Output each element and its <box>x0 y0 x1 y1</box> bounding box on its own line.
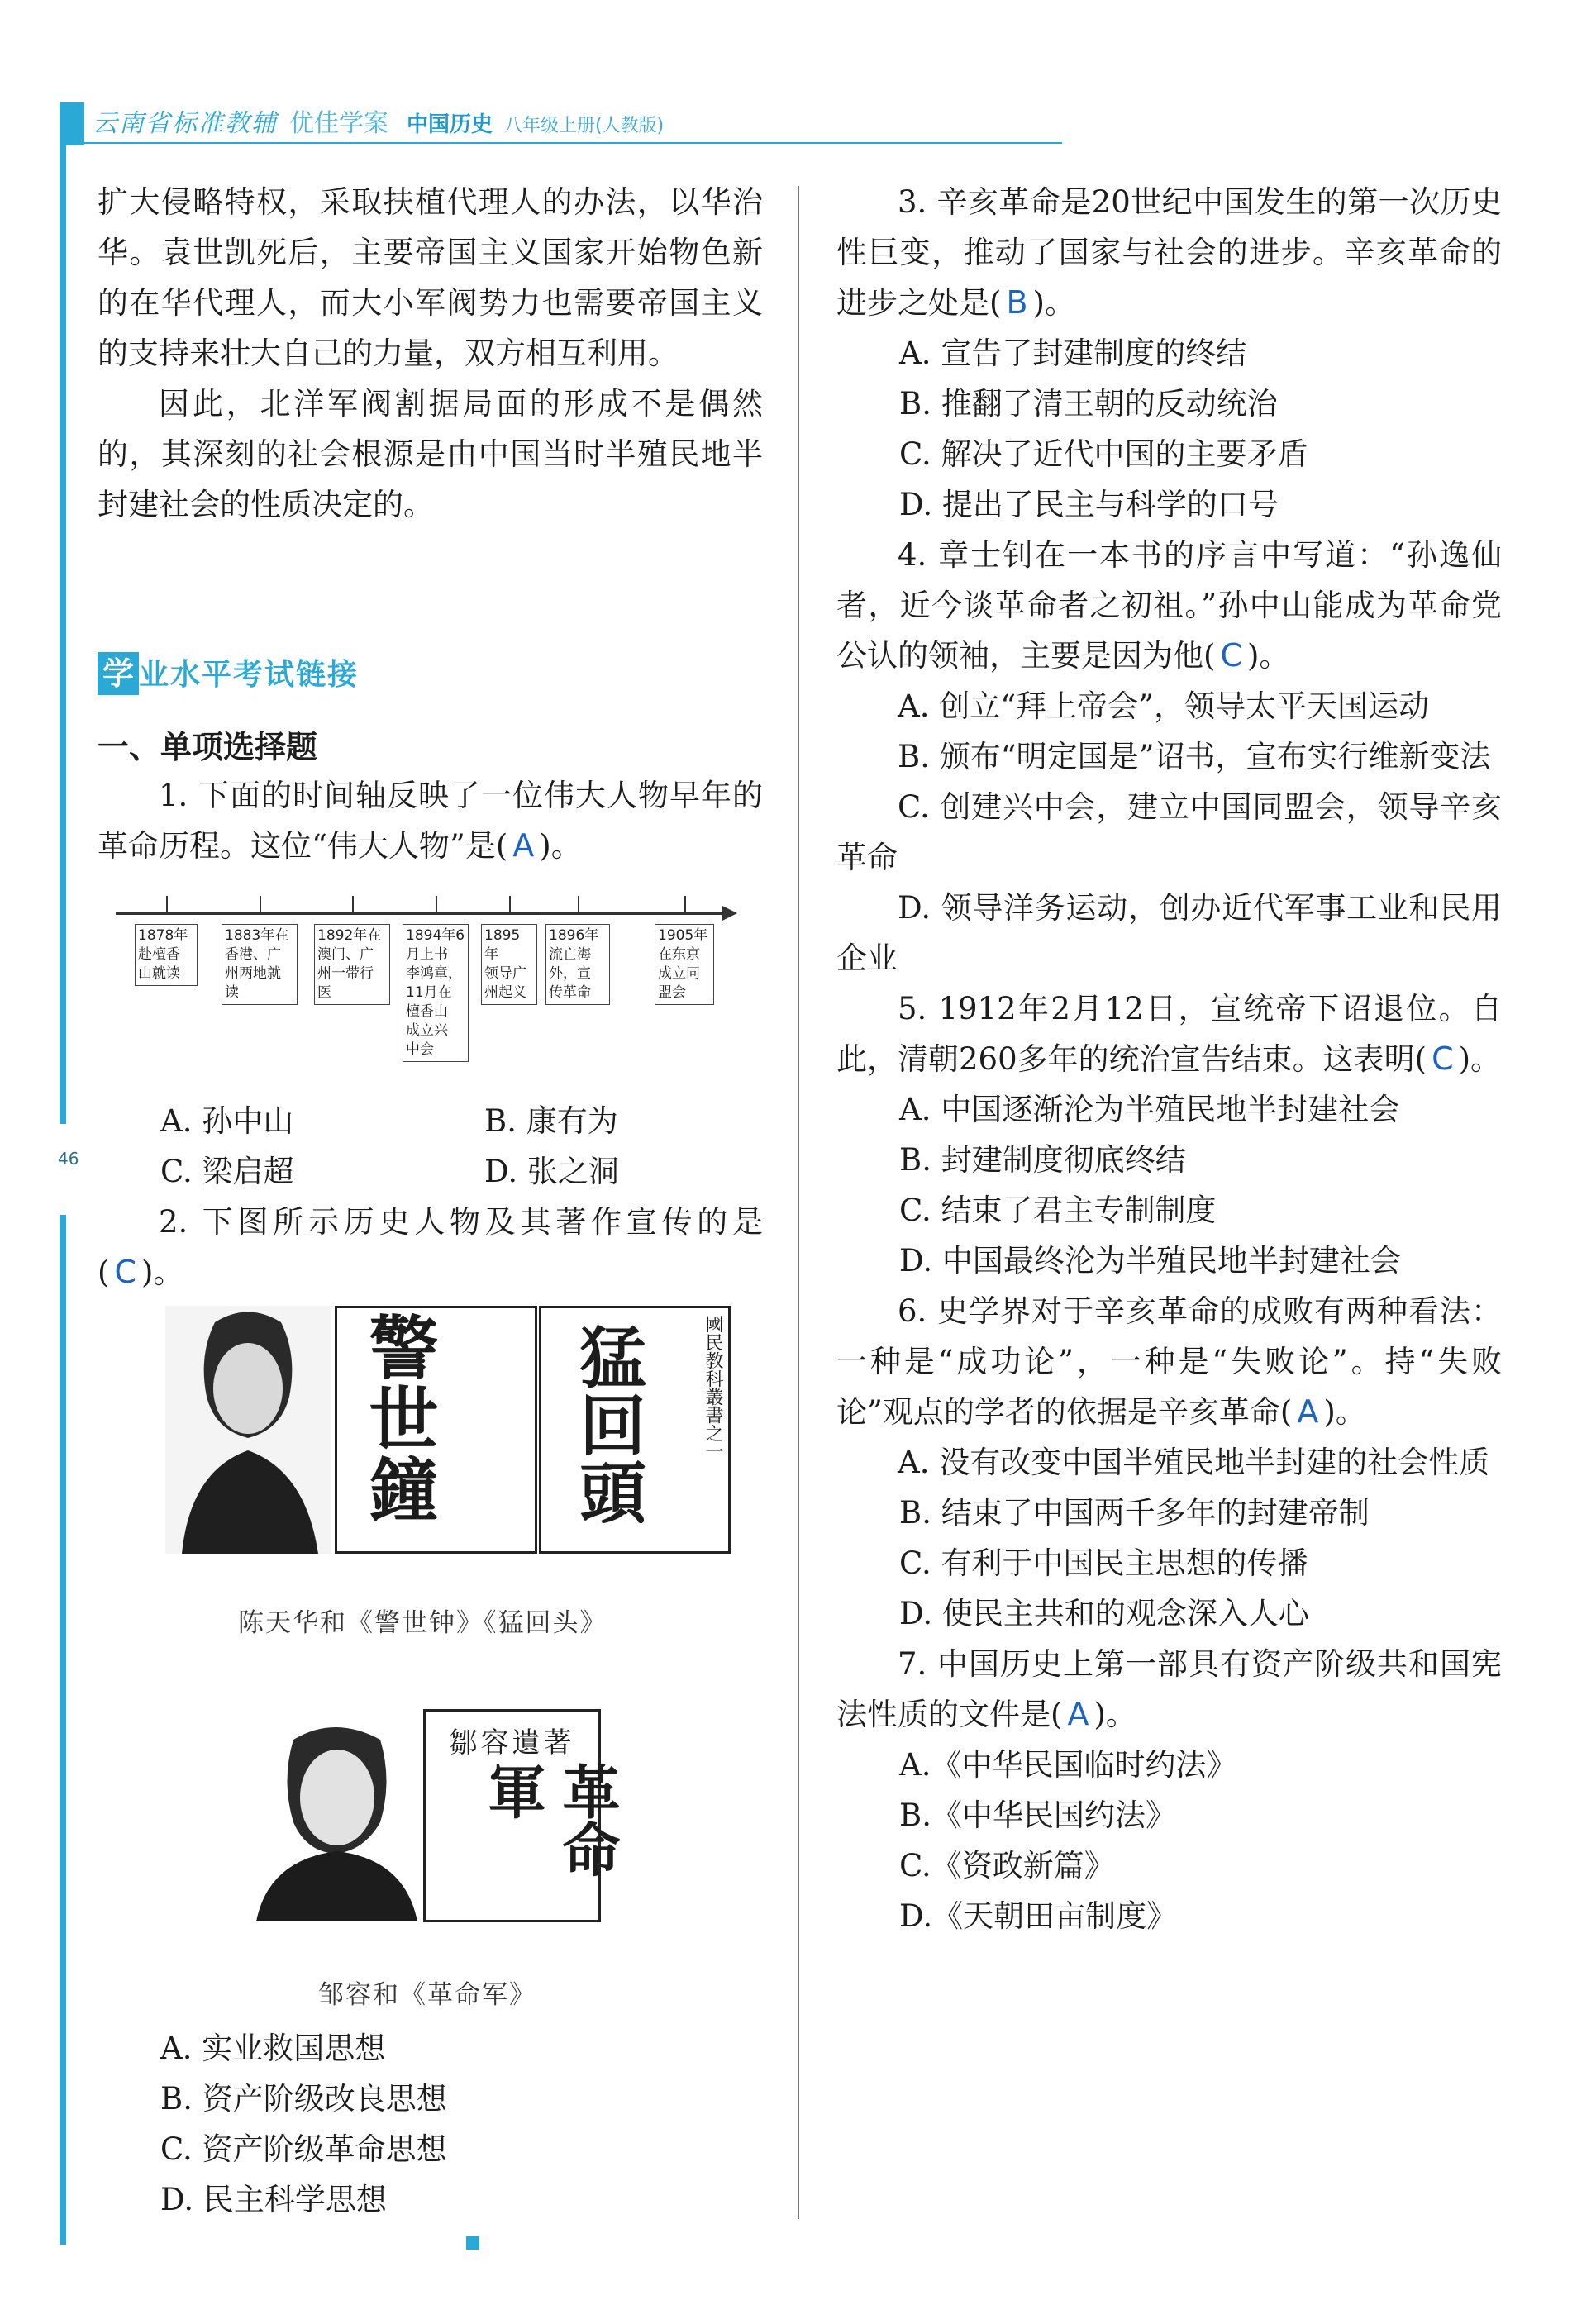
timeline-event-line: 山就读 <box>138 965 180 982</box>
intro-paragraph-2: 因此，北洋军阀割据局面的形成不是偶然的，其深刻的社会根源是由中国当时半殖民地半封建社会的性质决定的。 <box>98 386 763 522</box>
right-column <box>836 177 1502 1941</box>
section-badge: 学 <box>98 652 139 695</box>
timeline-event-line: 檀香山 <box>406 1003 448 1020</box>
q7-option-c: C.《资政新篇》 <box>899 1848 1115 1883</box>
q6-option-a: A. 没有改变中国半殖民地半封建的社会性质 <box>898 1445 1490 1480</box>
q4-option-d: D. 领导洋务运动，创办近代军事工业和民用企业 <box>836 890 1502 976</box>
stem-end: )。 <box>1032 285 1075 321</box>
book-series-label: 國民教科叢書之一 <box>703 1315 723 1460</box>
q3-option-b: B. 推翻了清王朝的反动统治 <box>899 386 1278 421</box>
timeline-tick <box>684 896 686 914</box>
header-grade: 八年级上册(人教版) <box>504 116 665 136</box>
answer-2: C <box>114 1254 136 1290</box>
stem-text: 2. 下图所示历史人物及其著作宣传的是( <box>98 1204 763 1290</box>
timeline-event-line: 1896年 <box>549 927 599 944</box>
timeline-event-line: 1905年 <box>658 927 708 944</box>
timeline-axis <box>116 912 727 915</box>
question-4-stem <box>836 530 1502 681</box>
q4-option-c: C. 创建兴中会，建立中国同盟会，领导辛亥革命 <box>836 789 1502 875</box>
timeline-event <box>135 924 198 986</box>
q3-option-a: A. 宣告了封建制度的终结 <box>899 336 1247 371</box>
timeline-event-line: 李鸿章， <box>406 965 462 982</box>
section-title: 业水平考试链接 <box>139 658 360 692</box>
part-title: 一、单项选择题 <box>98 729 318 765</box>
timeline-event-line: 1892年在 <box>317 927 382 944</box>
timeline-event-line: 成立兴 <box>406 1022 448 1039</box>
q6-option-b: B. 结束了中国两千多年的封建帝制 <box>899 1495 1370 1531</box>
timeline-event-line: 医 <box>317 984 331 1001</box>
timeline-event-line: 州起义 <box>484 984 526 1001</box>
timeline-event <box>403 924 469 1062</box>
book-jing-shi-zhong <box>335 1306 537 1554</box>
chen-tianhua-portrait <box>165 1306 331 1554</box>
stem-text: 3. 辛亥革命是20世纪中国发生的第一次历史性巨变，推动了国家与社会的进步。辛亥革命的进步之处是( <box>836 184 1502 321</box>
timeline-event-line: 1878年 <box>138 927 188 944</box>
question-7-stem <box>836 1639 1502 1740</box>
footer-marker <box>466 2236 479 2250</box>
figure-2-caption: 邹容和《革命军》 <box>318 1980 536 2010</box>
intro-paragraph-1: 扩大侵略特权，采取扶植代理人的办法，以华治华。袁世凯死后，主要帝国主义国家开始物色新的在华代理人，而大小军阀势力也需要帝国主义的支持来壮大自己的力量，双方相互利用。 <box>98 184 763 371</box>
answer-1: A <box>512 827 535 864</box>
question-2-stem <box>98 1197 763 1298</box>
timeline-tick <box>260 896 261 914</box>
q7-option-b: B.《中华民国约法》 <box>899 1798 1176 1833</box>
header-series: 优佳学案 <box>289 109 388 138</box>
answer-3: B <box>1006 284 1028 321</box>
question-5-stem <box>836 983 1502 1084</box>
book-meng-hui-tou <box>539 1306 731 1554</box>
timeline-tick <box>509 896 511 914</box>
timeline-event-line: 1895年 <box>484 927 521 963</box>
q6-option-c: C. 有利于中国民主思想的传播 <box>899 1545 1308 1581</box>
q1-option-d: D. 张之洞 <box>484 1154 619 1189</box>
timeline-event-line: 1894年6 <box>406 927 465 944</box>
timeline-event-line: 赴檀香 <box>138 946 180 963</box>
question-1-stem <box>98 770 763 871</box>
q2-option-b: B. 资产阶级改良思想 <box>160 2081 447 2117</box>
q2-option-d: D. 民主科学思想 <box>160 2182 387 2217</box>
answer-5: C <box>1432 1040 1454 1077</box>
q5-option-a: A. 中国逐渐沦为半殖民地半封建社会 <box>899 1092 1400 1127</box>
timeline-event-line: 在东京 <box>658 946 700 963</box>
stem-text: 4. 章士钊在一本书的序言中写道：“孙逸仙者，近今谈革命者之初祖。”孙中山能成为革命党公认的领袖，主要是因为他( <box>836 537 1502 674</box>
timeline-event-line: 中会 <box>406 1041 434 1058</box>
q4-option-a: A. 创立“拜上帝会”，领导太平天国运动 <box>898 688 1430 724</box>
q1-option-b: B. 康有为 <box>484 1103 618 1139</box>
margin-gap <box>60 1124 66 1215</box>
timeline-tick <box>436 896 437 914</box>
timeline-event-line: 成立同 <box>658 965 700 982</box>
stem-text: 6. 史学界对于辛亥革命的成败有两种看法：一种是“成功论”，一种是“失败论”。持“失败论”观点的学者的依据是辛亥革命( <box>836 1293 1502 1430</box>
timeline-event-line: 盟会 <box>658 984 686 1001</box>
q1-option-c: C. 梁启超 <box>160 1154 294 1189</box>
timeline-tick <box>166 896 168 914</box>
question-6-stem <box>836 1286 1502 1437</box>
question-3-stem <box>836 177 1502 328</box>
q3-option-d: D. 提出了民主与科学的口号 <box>899 487 1279 522</box>
timeline-event-line: 传革命 <box>549 984 591 1001</box>
q5-option-d: D. 中国最终沦为半殖民地半封建社会 <box>899 1243 1401 1279</box>
timeline-tick <box>578 896 579 914</box>
stem-end: )。 <box>1246 638 1290 674</box>
header-rule <box>83 142 1062 144</box>
stem-text: 7. 中国历史上第一部具有资产阶级共和国宪法性质的文件是( <box>836 1646 1502 1732</box>
timeline-event-line: 香港、广 <box>225 946 281 963</box>
header-subject: 中国历史 <box>407 112 493 137</box>
stem-end: )。 <box>1323 1394 1366 1430</box>
stem-end: )。 <box>1093 1697 1136 1732</box>
timeline-event-line: 读 <box>225 984 239 1001</box>
timeline-event-line: 1883年在 <box>225 927 289 944</box>
stem-end: )。 <box>141 1255 184 1290</box>
timeline-event-line: 澳门、广 <box>317 946 374 963</box>
timeline-event-line: 流亡海 <box>549 946 591 963</box>
intro-text <box>98 177 763 530</box>
header-accent-bar <box>60 102 84 145</box>
page-number: 46 <box>58 1149 79 1169</box>
q3-option-c: C. 解决了近代中国的主要矛盾 <box>899 436 1308 472</box>
answer-4: C <box>1220 637 1242 674</box>
answer-7: A <box>1067 1696 1089 1732</box>
book-title-meng-hui-tou: 猛回頭 <box>569 1323 646 1526</box>
stem-text: 5. 1912年2月12日，宣统帝下诏退位。自此，清朝260多年的统治宣告结束。这表明( <box>836 991 1502 1077</box>
q4-option-b: B. 颁布“明定国是”诏书，宣布实行维新变法 <box>898 739 1491 774</box>
header-title <box>93 102 664 139</box>
header-brand: 云南省标准教辅 <box>93 109 278 138</box>
timeline-arrow <box>722 906 737 921</box>
timeline-event <box>655 924 714 1005</box>
q5-option-b: B. 封建制度彻底终结 <box>899 1142 1186 1178</box>
timeline-event-line: 州一带行 <box>317 965 374 982</box>
answer-6: A <box>1297 1393 1319 1430</box>
column-divider <box>798 186 799 2219</box>
timeline-event <box>545 924 610 1005</box>
timeline-event-line: 外，宣 <box>549 965 591 982</box>
zou-rong-portrait <box>248 1715 422 1921</box>
book-ge-ming-jun <box>423 1709 622 1922</box>
q1-option-a: A. 孙中山 <box>160 1103 294 1139</box>
q7-option-a: A.《中华民国临时约法》 <box>899 1747 1237 1783</box>
stem-text: 1. 下面的时间轴反映了一位伟大人物早年的革命历程。这位“伟大人物”是( <box>98 778 763 864</box>
q5-option-c: C. 结束了君主专制制度 <box>899 1193 1217 1228</box>
figure-1-caption: 陈天华和《警世钟》《猛回头》 <box>238 1608 607 1638</box>
timeline-event-line: 月上书 <box>406 946 448 963</box>
q2-option-c: C. 资产阶级革命思想 <box>160 2131 447 2167</box>
book-title-ge-ming-jun: 革命軍 <box>479 1762 622 1878</box>
book-title-jing-shi-zhong: 警世鐘 <box>358 1312 440 1525</box>
timeline-event-line: 州两地就 <box>225 965 281 982</box>
timeline-event <box>481 924 537 1005</box>
stem-end: )。 <box>1458 1041 1502 1077</box>
timeline-tick <box>352 896 354 914</box>
q7-option-d: D.《天朝田亩制度》 <box>899 1898 1178 1934</box>
book-author-label: 鄒容遺著 <box>449 1726 575 1759</box>
timeline-event-line: 11月在 <box>406 984 452 1001</box>
timeline-event <box>222 924 298 1005</box>
q6-option-d: D. 使民主共和的观念深入人心 <box>899 1596 1309 1631</box>
q2-option-a: A. 实业救国思想 <box>160 2031 386 2066</box>
timeline-event-line: 领导广 <box>484 965 526 982</box>
stem-end: )。 <box>539 828 582 864</box>
section-heading <box>98 651 359 695</box>
timeline-event <box>314 924 390 1005</box>
